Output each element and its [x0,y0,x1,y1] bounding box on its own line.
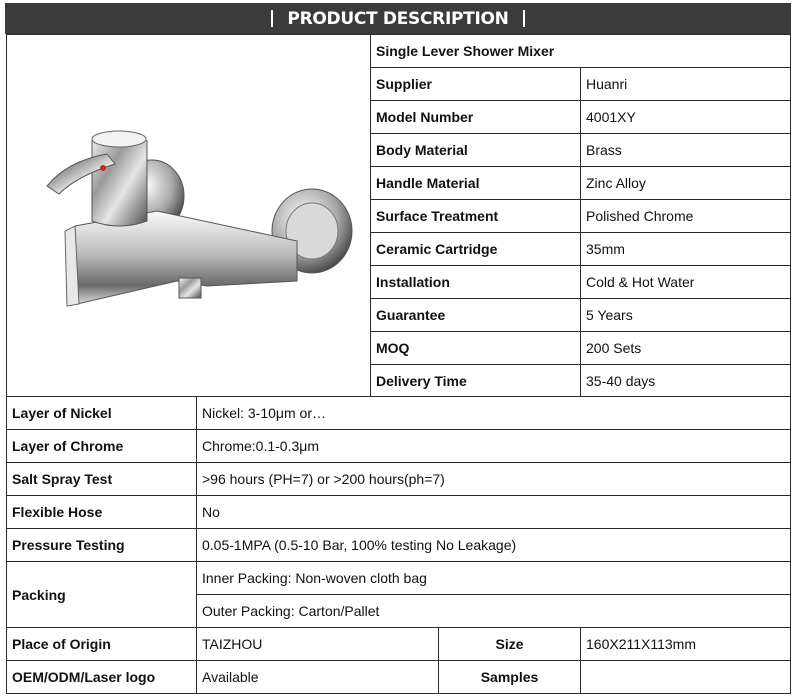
spec-label: Surface Treatment [371,200,581,233]
header-divider-right [523,10,525,27]
detail-row-salt-spray [7,463,791,496]
spec-value: Brass [581,134,791,167]
detail-row-pressure-testing [7,529,791,562]
detail-label: Salt Spray Test [7,463,197,496]
detail-value: Chrome:0.1-0.3μm [197,430,791,463]
detail-value: Outer Packing: Carton/Pallet [197,595,791,628]
spec-label: Ceramic Cartridge [371,233,581,266]
product-spec-table [6,34,791,397]
spec-label: Delivery Time [371,365,581,397]
detail-label: Place of Origin [7,628,197,661]
detail-row-nickel [7,397,791,430]
spec-value: 4001XY [581,101,791,134]
spec-label: Supplier [371,68,581,101]
spec-value: 200 Sets [581,332,791,365]
spec-label: MOQ [371,332,581,365]
detail-label: Layer of Chrome [7,430,197,463]
detail-label: Size [439,628,581,661]
detail-value [581,661,791,694]
detail-row-chrome [7,430,791,463]
spec-value: Huanri [581,68,791,101]
product-name: Single Lever Shower Mixer [371,35,791,68]
detail-label: Layer of Nickel [7,397,197,430]
detail-row-oem-samples [7,661,791,694]
spec-value: Zinc Alloy [581,167,791,200]
detail-value: 0.05-1MPA (0.5-10 Bar, 100% testing No Leakage) [197,529,791,562]
detail-label: Samples [439,661,581,694]
header-divider-left [271,10,273,27]
section-header [5,3,791,34]
detail-value: >96 hours (PH=7) or >200 hours(ph=7) [197,463,791,496]
spec-value: 35-40 days [581,365,791,397]
detail-value: Available [197,661,439,694]
details-table [6,396,791,694]
detail-value: No [197,496,791,529]
detail-row-origin-size [7,628,791,661]
header-title: PRODUCT DESCRIPTION [287,8,509,29]
product-image-cell [7,35,371,397]
spec-label: Body Material [371,134,581,167]
spec-label: Guarantee [371,299,581,332]
detail-row-packing-inner [7,562,791,595]
spec-value: 35mm [581,233,791,266]
detail-value: Nickel: 3-10μm or… [197,397,791,430]
spec-label: Handle Material [371,167,581,200]
detail-value: Inner Packing: Non-woven cloth bag [197,562,791,595]
spec-value: Cold & Hot Water [581,266,791,299]
spec-label: Installation [371,266,581,299]
detail-label: Pressure Testing [7,529,197,562]
detail-label: OEM/ODM/Laser logo [7,661,197,694]
spec-label: Model Number [371,101,581,134]
detail-label: Flexible Hose [7,496,197,529]
spec-value: 5 Years [581,299,791,332]
detail-value: 160X211X113mm [581,628,791,661]
detail-value: TAIZHOU [197,628,439,661]
detail-label: Packing [7,562,197,628]
detail-row-flexible-hose [7,496,791,529]
spec-value: Polished Chrome [581,200,791,233]
shower-mixer-faucet-icon [7,36,369,396]
